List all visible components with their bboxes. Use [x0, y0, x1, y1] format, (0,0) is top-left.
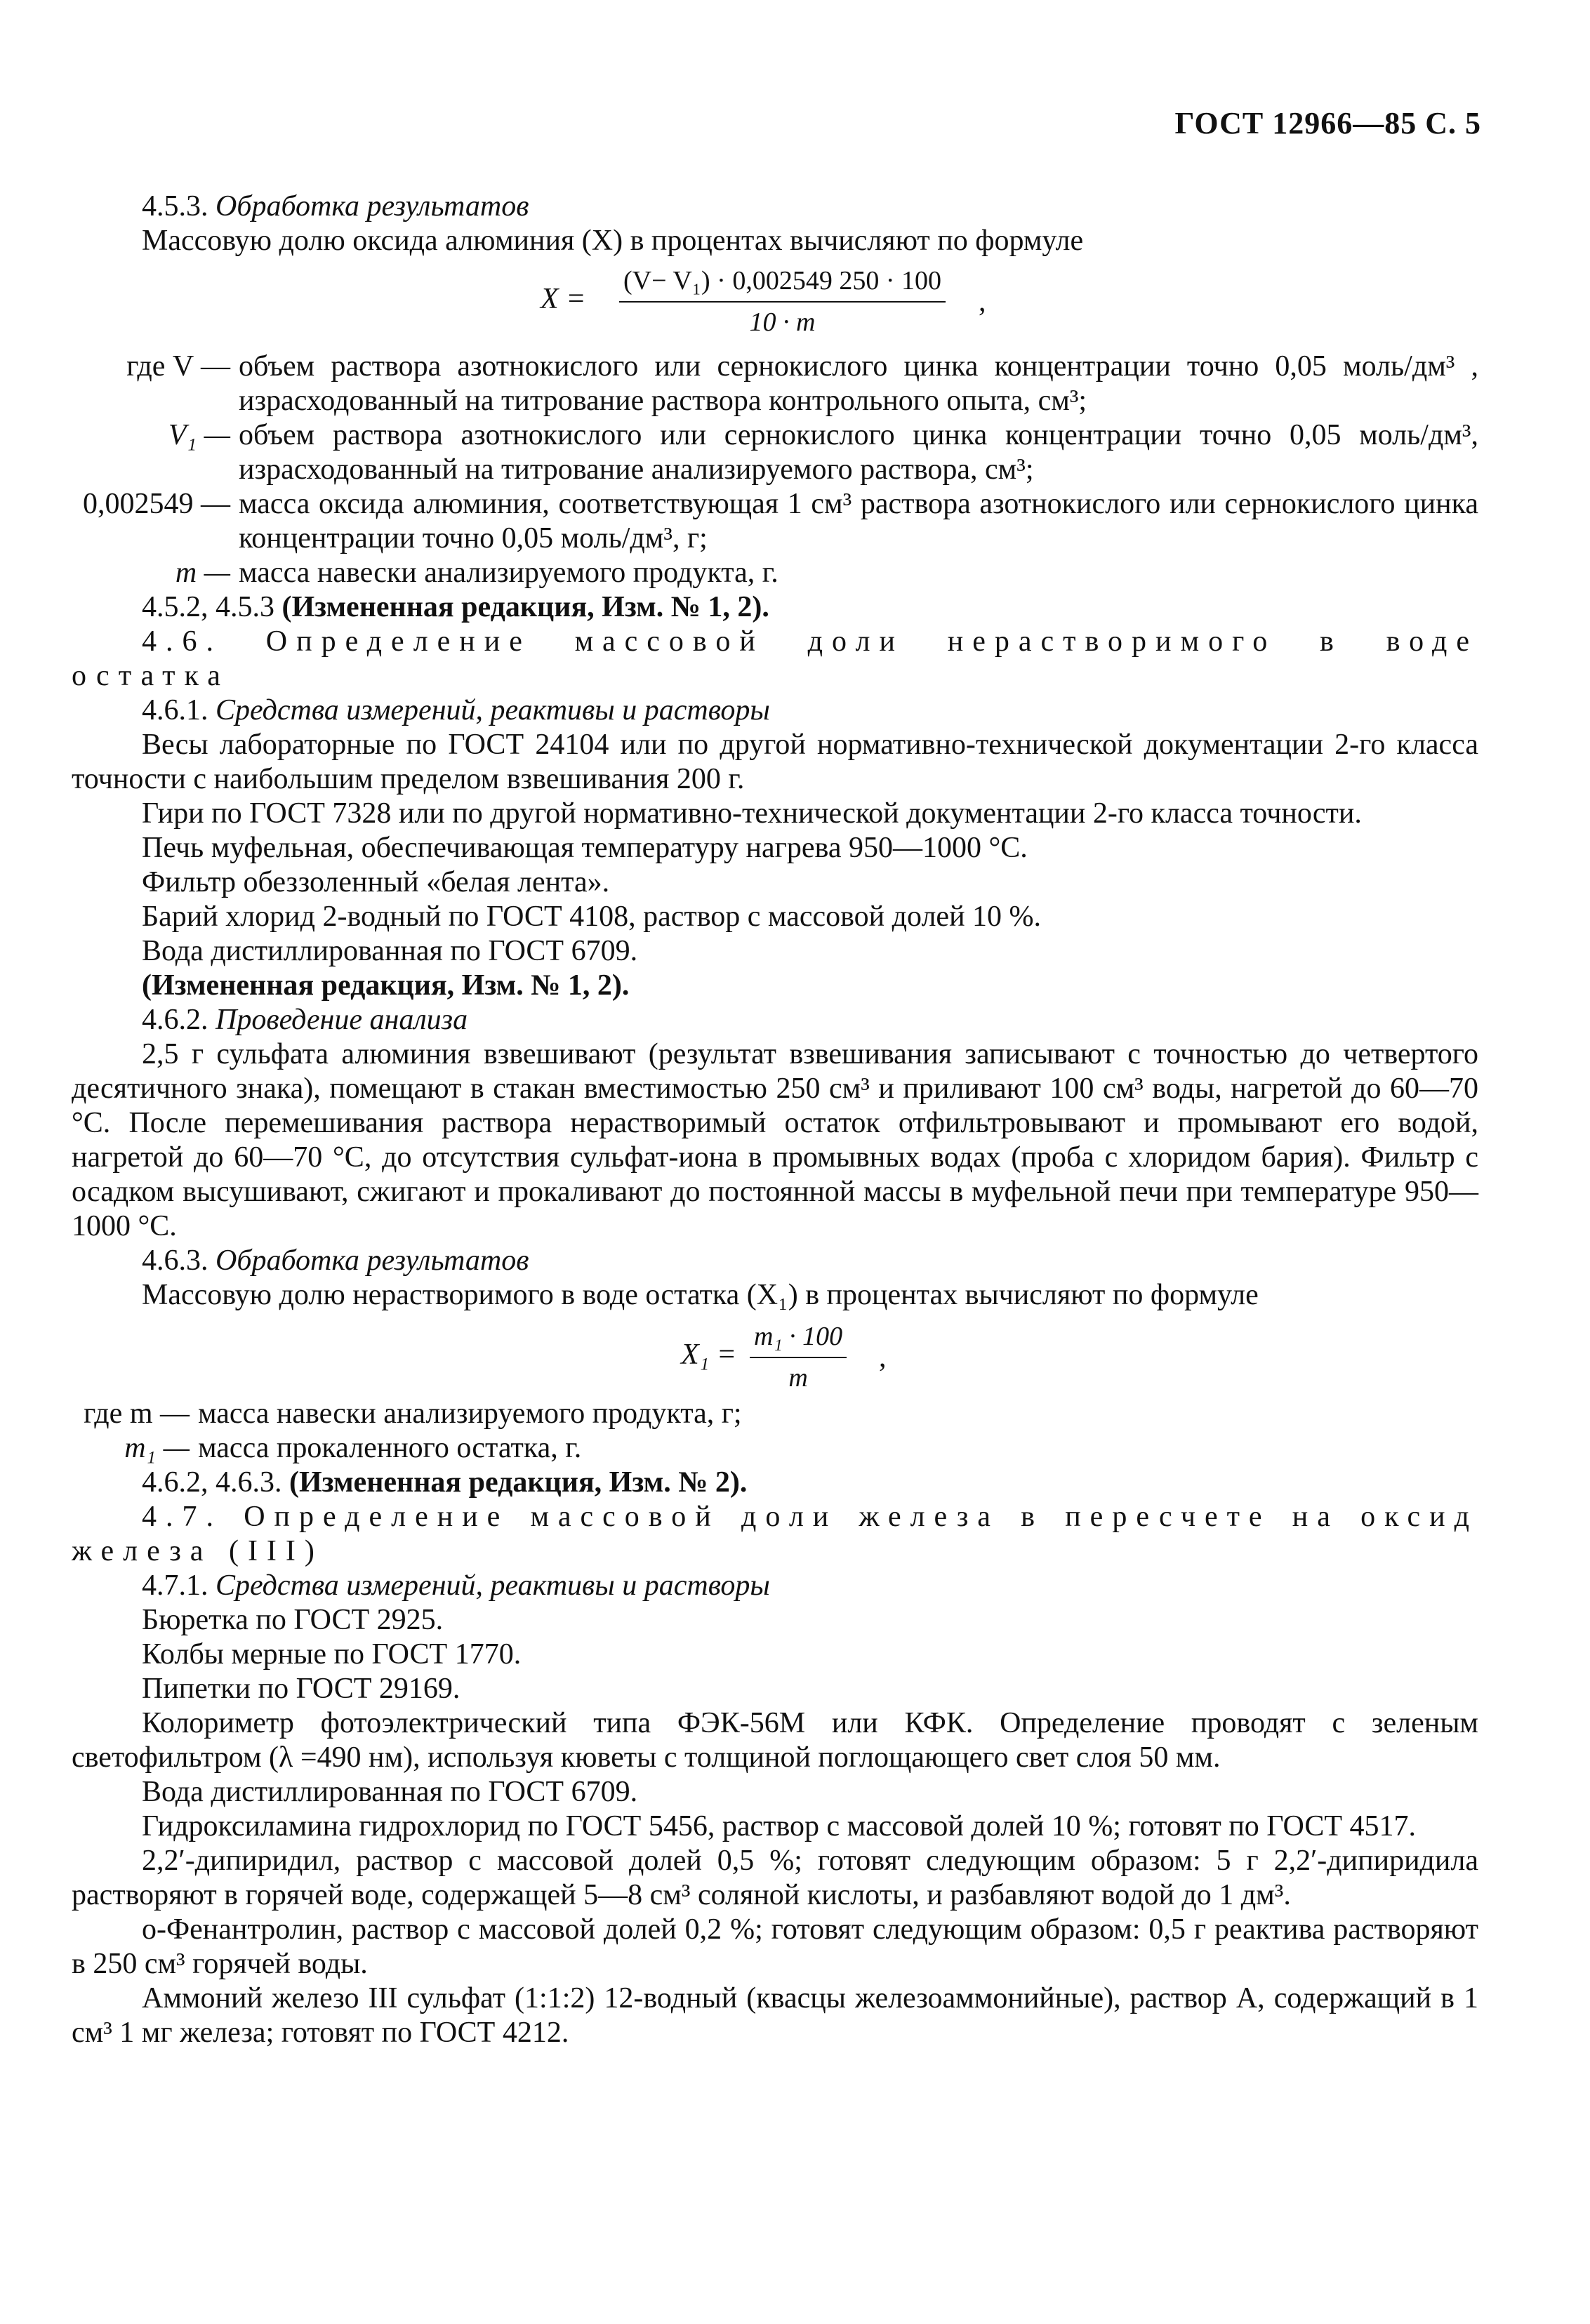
definitions-list [72, 350, 1478, 590]
amendment-note: (Измененная редакция, Изм. № 1, 2). [142, 969, 630, 1002]
list-item: Весы лабораторные по ГОСТ 24104 или по другой нормативно-технической документации 2-го класса точности с наибольшим пределом взвешивания 200 г. [72, 729, 1478, 795]
list-item: Вода дистиллированная по ГОСТ 6709. [142, 935, 638, 967]
list-item: Колориметр фотоэлектрический типа ФЭК-56М или КФК. Определение проводят с зеленым светофильтром (λ =490 нм), используя кюветы с толщиной поглощающего свет слоя 50 мм. [72, 1707, 1478, 1774]
section-number: 4.7.1. [142, 1569, 208, 1602]
formula-lhs: X = [541, 283, 586, 315]
definition-text: масса навески анализируемого продукта, г. [239, 557, 779, 589]
page-header: ГОСТ 12966—85 С. 5 [1174, 106, 1481, 140]
list-item: Вода дистиллированная по ГОСТ 6709. [142, 1776, 638, 1808]
formula-tail: , [879, 1341, 887, 1374]
formula-insoluble-residue [72, 1318, 1478, 1393]
definition-text: масса прокаленного остатка, г. [198, 1432, 582, 1464]
section-number: 4.6.1. [142, 694, 208, 726]
definitions-list [72, 1397, 1478, 1466]
paragraph: Массовую долю нерастворимого в воде остатка (X₁) в процентах вычисляют по формуле [142, 1279, 1259, 1311]
list-item: Пипетки по ГОСТ 29169. [142, 1673, 461, 1705]
definition-key: m — [175, 557, 230, 589]
section-title: Средства измерений, реактивы и растворы [216, 1569, 770, 1602]
section-heading-4-7: 4.7. Определение массовой доли железа в пересчете на оксид железа (III) [72, 1501, 1478, 1567]
formula-lhs: X₁ = [681, 1339, 737, 1371]
section-heading-4-6-2 [72, 1003, 1478, 1037]
list-item: Колбы мерные по ГОСТ 1770. [142, 1638, 522, 1671]
list-item: Фильтр обеззоленный «белая лента». [142, 866, 610, 898]
section-heading-4-6-3 [72, 1244, 1478, 1278]
section-title: Средства измерений, реактивы и растворы [216, 694, 770, 726]
definition-text: масса оксида алюминия, соответствующая 1 см³ раствора азотнокислого или сернокислого цинка концентрации точно 0,05 моль/дм³, г; [239, 488, 1478, 555]
formula-aluminium-oxide [72, 264, 1478, 341]
definition-text: объем раствора азотнокислого или сернокислого цинка концентрации точно 0,05 моль/дм³ , израсходованный на титрование раствора контрольного опыта, см³; [239, 350, 1478, 417]
list-item: Гири по ГОСТ 7328 или по другой нормативно-технической документации 2-го класса точности. [142, 797, 1362, 830]
page-content [72, 190, 1478, 2050]
formula-denominator: 10 · m [749, 307, 816, 337]
amendment-note [72, 1466, 1478, 1500]
definition-key: V₁ — [168, 419, 230, 451]
formula-tail: , [979, 286, 986, 318]
formula-denominator: m [788, 1363, 808, 1393]
list-item: 2,2′-дипиридил, раствор с массовой долей 0,5 %; готовят следующим образом: 5 г 2,2′-дипиридила растворяют в горячей воде, содержащей 5—8 см³ соляной кислоты, и разбавляют водой до 1 дм³. [72, 1845, 1478, 1911]
definition-text: масса навески анализируемого продукта, г; [198, 1397, 742, 1430]
section-heading-4-6-1 [72, 693, 1478, 728]
list-item: Аммоний железо III сульфат (1:1:2) 12-водный (квасцы железоаммонийные), раствор А, содержащий в 1 см³ 1 мг железа; готовят по ГОСТ 4212. [72, 1982, 1478, 2049]
section-heading-4-7-1 [72, 1569, 1478, 1603]
formula-fraction [750, 1320, 847, 1395]
definition-key: 0,002549 — [83, 488, 230, 520]
amendment-note [72, 590, 1478, 625]
list-item: о-Фенантролин, раствор с массовой долей 0,2 %; готовят следующим образом: 0,5 г реактива растворяют в 250 см³ горячей воды. [72, 1913, 1478, 1980]
paragraph: 2,5 г сульфата алюминия взвешивают (результат взвешивания записывают с точностью до четвертого десятичного знака), помещают в стакан вместимостью 250 см³ и приливают 100 см³ воды, нагретой до 60—70 °С. После перемешивания раствора нерастворимый остаток отфильтровывают и промывают его водой, нагретой до 60—70 °С, до отсутствия сульфат-иона в промывных водах (проба с хлоридом бария). Фильтр с осадком высушивают, сжигают и прокаливают до постоянной массы в муфельной печи при температуре 950—1000 °С. [72, 1038, 1478, 1242]
list-item: Печь муфельная, обеспечивающая температуру нагрева 950—1000 °С. [142, 832, 1028, 864]
amendment-prefix: 4.5.2, 4.5.3 [142, 591, 274, 623]
section-heading-4-5-3 [72, 190, 1478, 224]
formula-fraction [619, 264, 946, 340]
section-title: Проведение анализа [216, 1004, 468, 1036]
section-number: 4.6.3. [142, 1244, 208, 1277]
section-number: 4.5.3. [142, 190, 208, 223]
definition-key: где m — [84, 1397, 190, 1430]
amendment-text: (Измененная редакция, Изм. № 2). [289, 1466, 748, 1499]
formula-numerator: m₁ · 100 [750, 1320, 847, 1358]
section-number: 4.6.2. [142, 1004, 208, 1036]
section-title: Обработка результатов [216, 1244, 529, 1277]
definition-key: m₁ — [124, 1432, 190, 1464]
formula-numerator: (V− V₁) · 0,002549 250 · 100 [619, 264, 946, 303]
list-item: Бюретка по ГОСТ 2925. [142, 1604, 444, 1636]
list-item: Барий хлорид 2-водный по ГОСТ 4108, раствор с массовой долей 10 %. [142, 901, 1042, 933]
paragraph: Массовую долю оксида алюминия (X) в процентах вычисляют по формуле [142, 225, 1084, 257]
section-title: Обработка результатов [216, 190, 529, 223]
section-heading-4-6: 4.6. Определение массовой доли нерастворимого в воде остатка [72, 625, 1478, 692]
definition-key: где V — [126, 350, 230, 383]
amendment-text: (Измененная редакция, Изм. № 1, 2). [281, 591, 769, 623]
amendment-prefix: 4.6.2, 4.6.3. [142, 1466, 282, 1499]
definition-text: объем раствора азотнокислого или сернокислого цинка концентрации точно 0,05 моль/дм³, израсходованный на титрование анализируемого раствора, см³; [239, 419, 1478, 486]
list-item: Гидроксиламина гидрохлорид по ГОСТ 5456, раствор с массовой долей 10 %; готовят по ГОСТ 4517. [142, 1810, 1417, 1842]
